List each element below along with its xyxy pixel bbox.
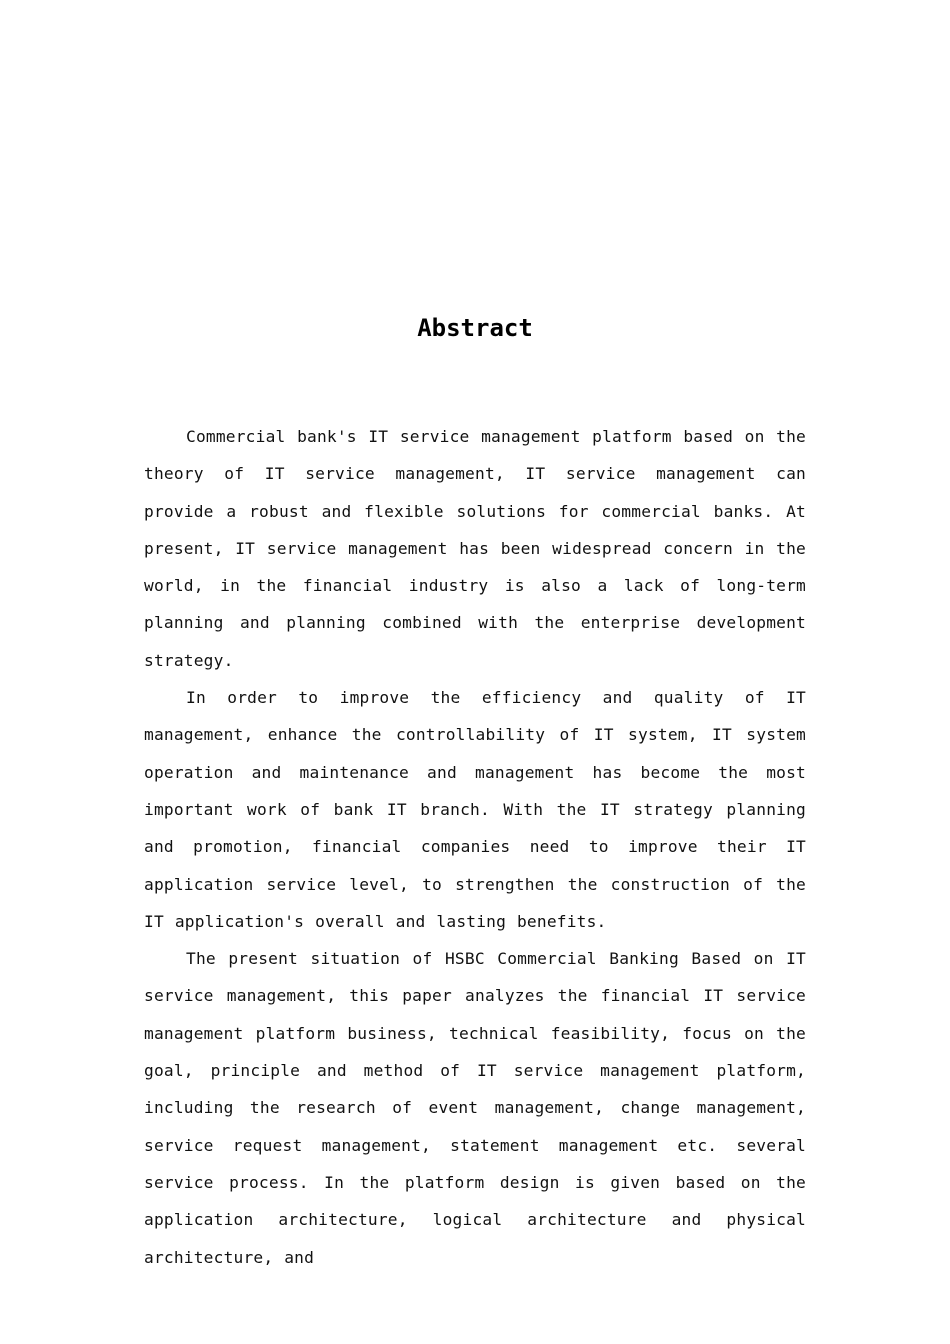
paragraph-2: In order to improve the efficiency and quality of IT management, enhance the controllability of IT system, IT system operation and maintenance and management has become the most important work of bank IT branch. With the IT strategy planning and promotion, financial companies need to improve their IT application service level, to strengthen the construction of the IT application's overall and lasting benefits. xyxy=(144,688,806,931)
paragraph-3: The present situation of HSBC Commercial Banking Based on IT service management, this paper analyzes the financial IT service management platform business, technical feasibility, focus on the goal, principle and method of IT service management platform, including the research of event management, change management, service request management, statement management etc. several service process. In the platform design is given based on the application architecture, logical architecture and physical architecture, and xyxy=(144,949,806,1267)
page-title: Abstract xyxy=(417,314,533,342)
paragraph-1: Commercial bank's IT service management platform based on the theory of IT service management, IT service management can provide a robust and flexible solutions for commercial banks. At present, IT service management has been widespread concern in the world, in the financial industry is also a lack of long-term planning and planning combined with the enterprise development strategy. xyxy=(144,427,806,670)
abstract-body xyxy=(144,418,806,1276)
